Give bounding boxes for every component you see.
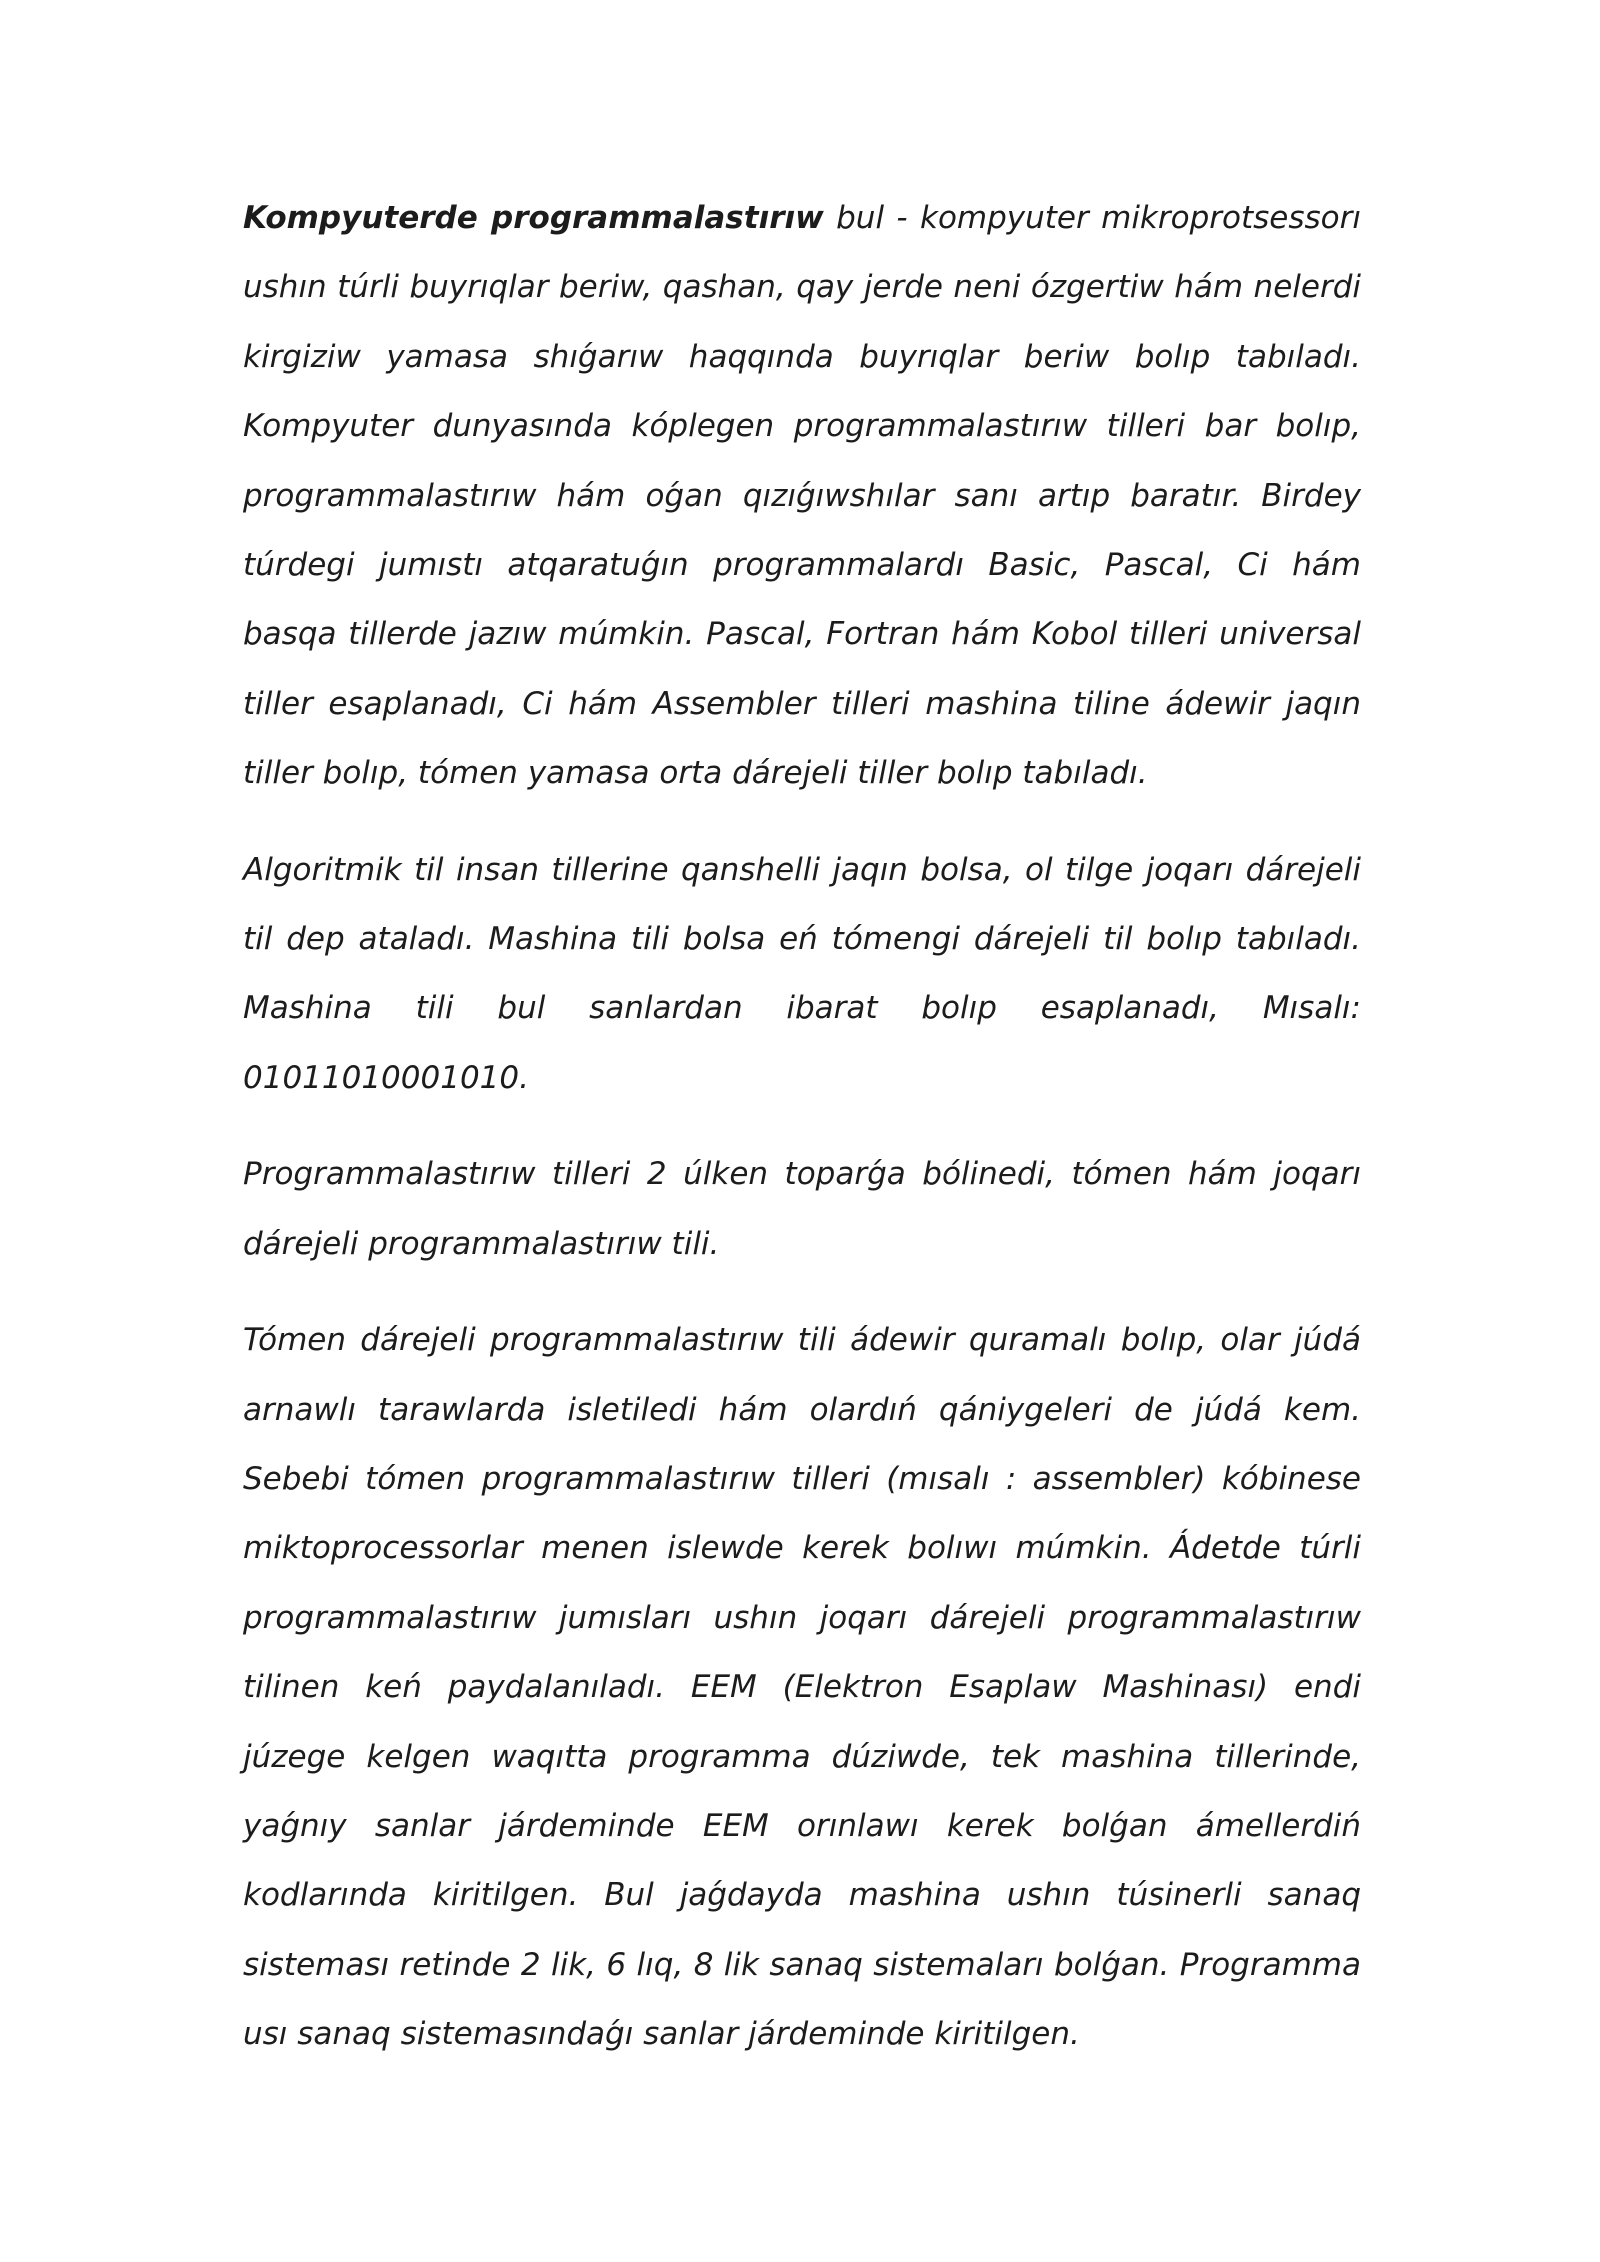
bold-term: Kompyuterde programmalastırıw xyxy=(243,200,824,236)
paragraph-4: Tómen dárejeli programmalastırıw tili ádewir quramalı bolıp, olar júdá arnawlı tarawlarda isletiledi hám olardıń qániygeleri de júdá kem. Sebebi tómen programmalastırıw tilleri (mısalı : assembler) kóbinese miktoprocessorlar menen islewde kerek bolıwı múmkin. Ádetde túrli programmalastırıw jumısları ushın joqarı dárejeli programmalastırıw tilinen keń paydalanıladı. EEM (Elektron Esaplaw Mashinası) endi júzege kelgen waqıtta programma dúziwde, tek mashina tillerinde, yaǵnıy sanlar járdeminde EEM orınlawı kerek bolǵan ámellerdiń kodlarında kiritilgen. Bul jaǵdayda mashina ushın túsinerli sanaq sisteması retinde 2 lik, 6 lıq, 8 lik sanaq sistemaları bolǵan. Programma usı sanaq sistemasındaǵı sanlar járdeminde kiritilgen. xyxy=(243,1322,1361,2053)
paragraph-text: bul - kompyuter mikroprotsessorı ushın túrli buyrıqlar beriw, qashan, qay jerde neni ózgertiw hám nelerdi kirgiziw yamasa shıǵarıw haqqında buyrıqlar beriw bolıp tabıladı. Kompyuter dunyasında kóplegen programmalastırıw tilleri bar bolıp, programmalastırıw hám oǵan qızıǵıwshılar sanı artıp baratır. Birdey túrdegi jumıstı atqaratuǵın programmalardı Basic, Pascal, Ci hám basqa tillerde jazıw múmkin. Pascal, Fortran hám Kobol tilleri universal tiller esaplanadı, Ci hám Assembler tilleri mashina tiline ádewir jaqın tiller bolıp, tómen yamasa orta dárejeli tiller bolıp tabıladı. xyxy=(243,200,1361,792)
paragraph-3: Programmalastırıw tilleri 2 úlken toparǵa bólinedi, tómen hám joqarı dárejeli programmalastırıw tili. xyxy=(243,1156,1361,1262)
document-body xyxy=(243,184,1361,2070)
paragraph-2: Algoritmik til insan tillerine qanshelli jaqın bolsa, ol tilge joqarı dárejeli til dep ataladı. Mashina tili bolsa eń tómengi dárejeli til bolıp tabıladı. Mashina tili bul sanlardan ibarat bolıp esaplanadı, Mısalı: 01011010001010. xyxy=(243,851,1361,1096)
paragraph-1 xyxy=(243,184,1361,809)
